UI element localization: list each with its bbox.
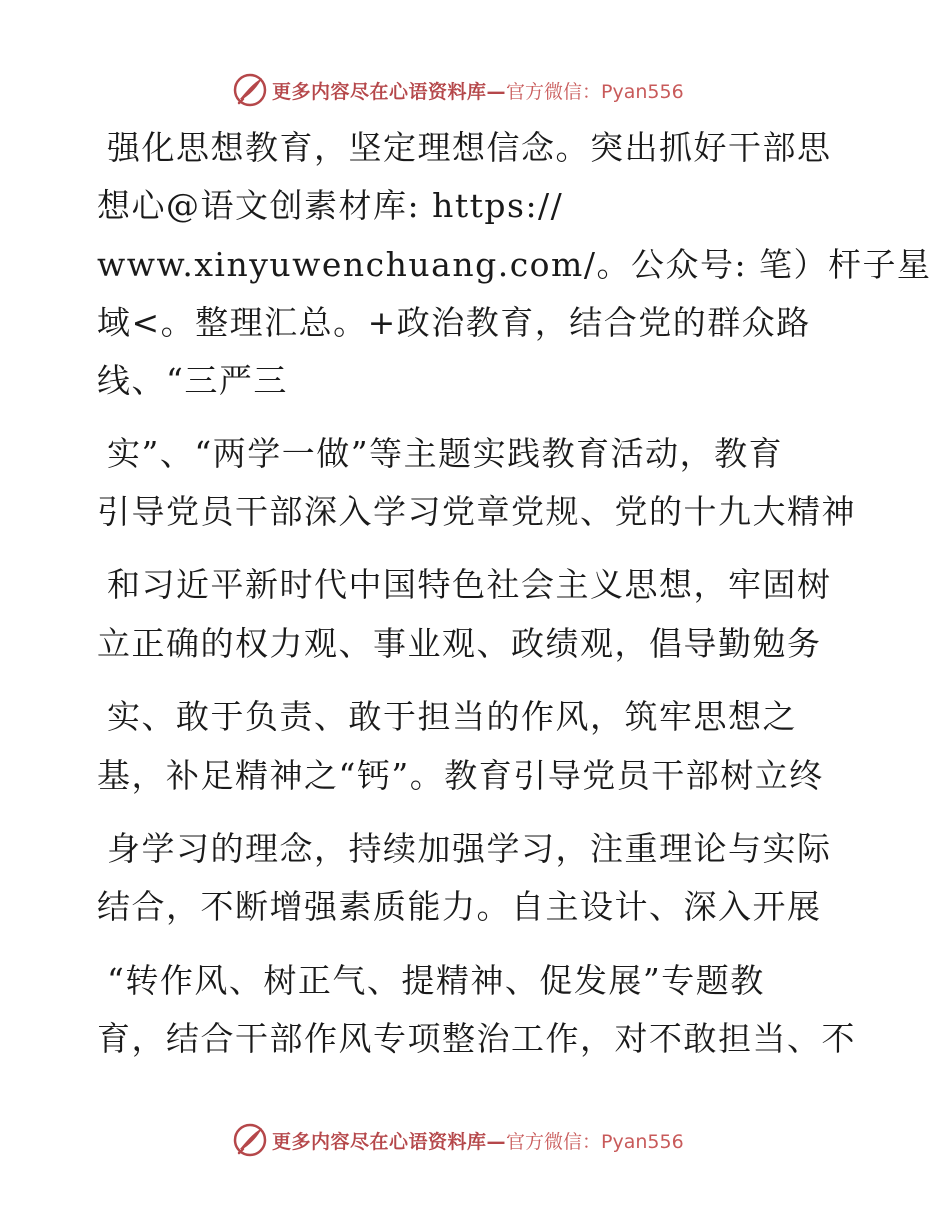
body-line: 域<。整理汇总。+政治教育，结合党的群众路 [97,303,811,342]
body-line: 基，补足精神之“钙”。教育引导党员干部树立终 [97,756,824,795]
body-line: 实”、“两学一做”等主题实践教育活动，教育 [107,434,784,473]
header-contact-text: 官方微信：Pyan556 [506,80,684,103]
footer-banner [232,1120,684,1160]
body-line: 和习近平新时代中国特色社会主义思想，牢固树 [107,565,832,604]
body-line: “转作风、树正气、提精神、促发展”专题教 [107,961,765,1000]
body-line: www.xinyuwenchuang.com/。公众号: 笔）杆子星 [97,245,932,284]
header-promo-text: 更多内容尽在心语资料库— [272,80,507,103]
body-line: 强化思想教育，坚定理想信念。突出抓好干部思 [107,128,832,167]
quill-logo-icon [232,1122,268,1158]
footer-promo-text: 更多内容尽在心语资料库— [272,1130,507,1153]
body-line: 想心@语文创素材库: https:// [97,186,564,225]
body-line: 身学习的理念，持续加强学习，注重理论与实际 [107,829,832,868]
footer-contact-text: 官方微信：Pyan556 [506,1130,684,1153]
body-line: 引导党员干部深入学习党章党规、党的十九大精神 [97,492,856,531]
body-line: 线、“三严三 [97,361,288,400]
body-line: 育，结合干部作风专项整治工作，对不敢担当、不 [97,1019,856,1058]
body-line: 结合，不断增强素质能力。自主设计、深入开展 [97,887,822,926]
body-line: 立正确的权力观、事业观、政绩观，倡导勤勉务 [97,624,822,663]
body-line: 实、敢于负责、敢于担当的作风，筑牢思想之 [107,697,797,736]
